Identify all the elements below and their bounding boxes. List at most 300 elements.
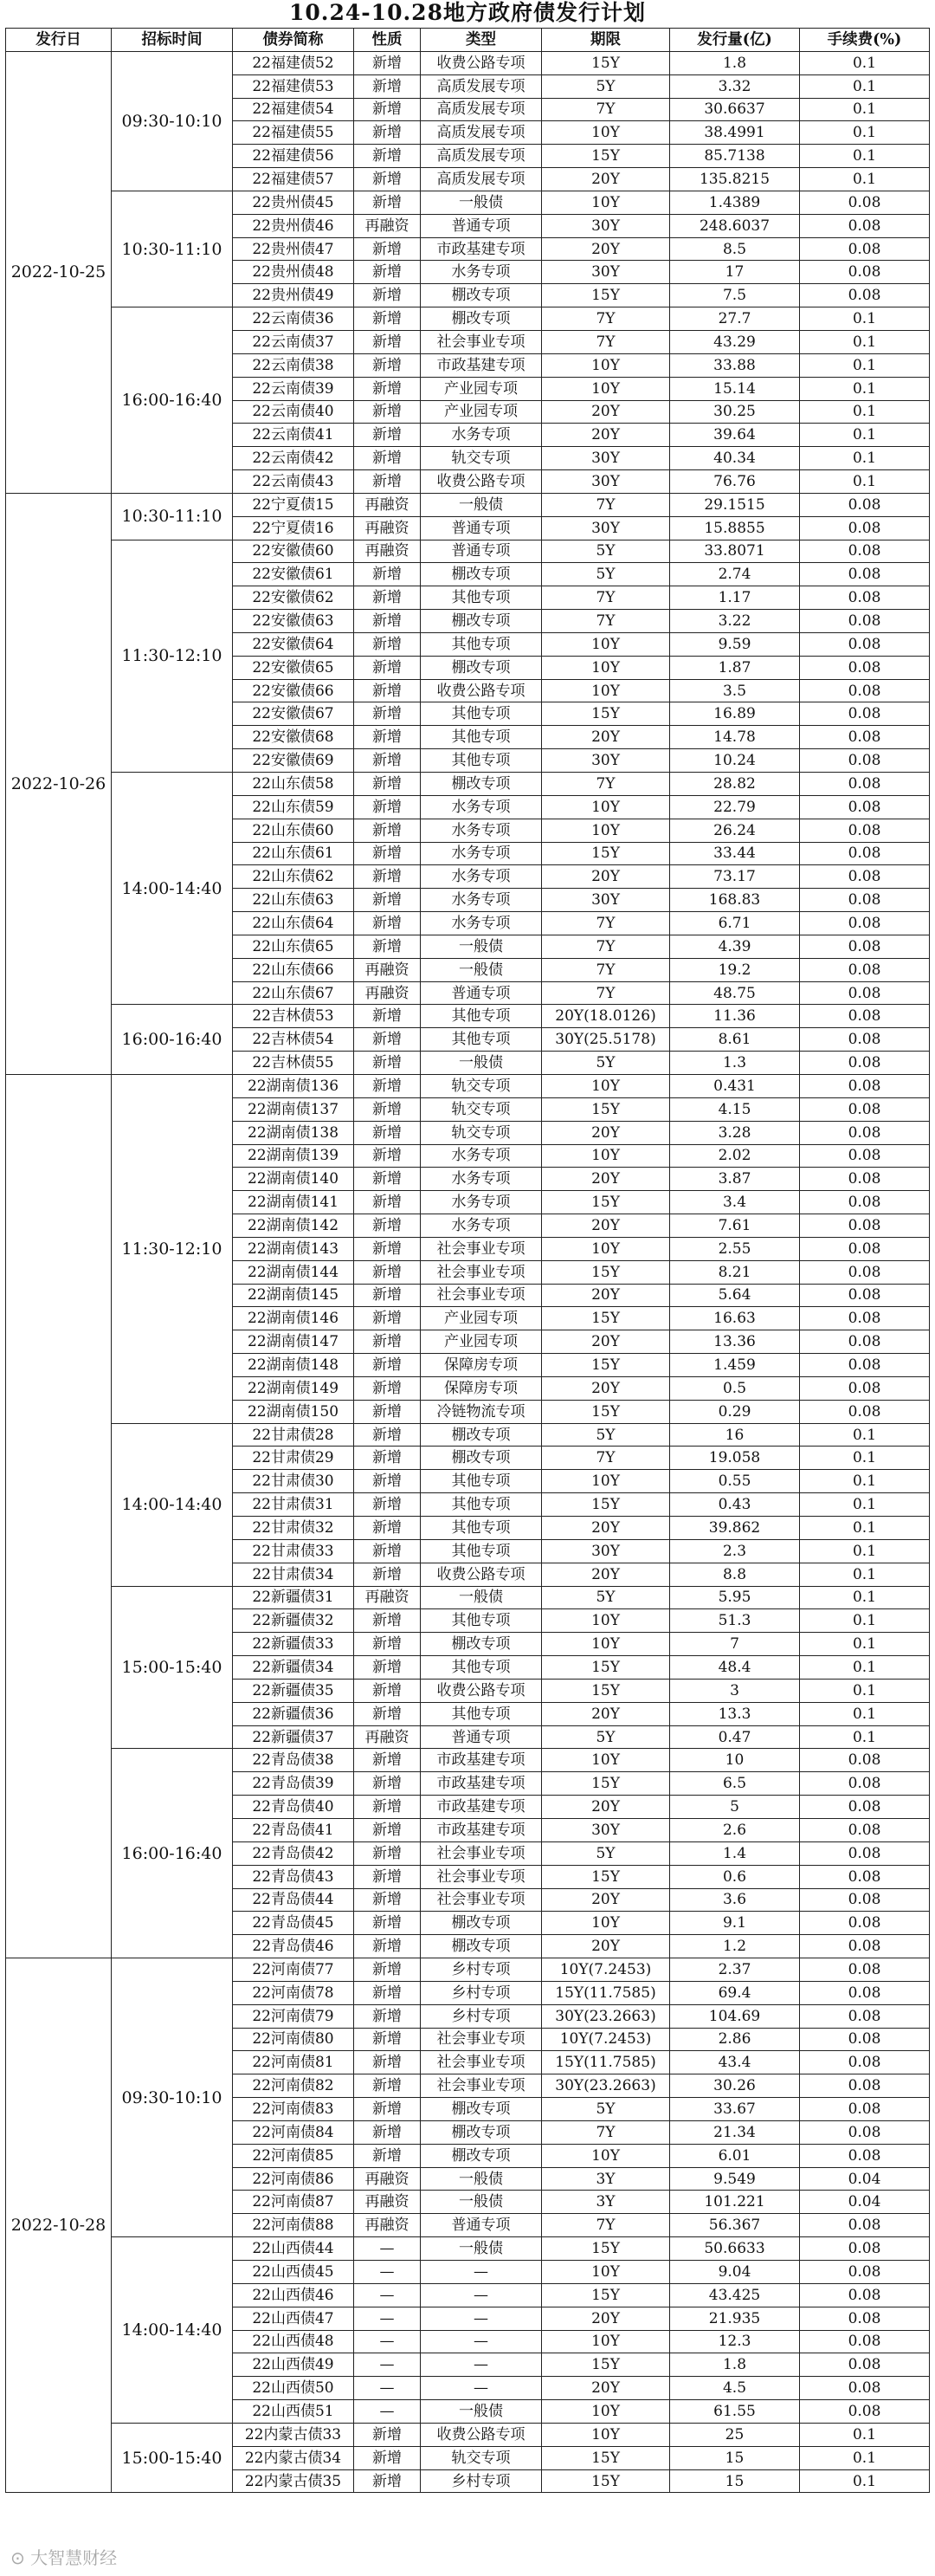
amount-cell: 1.459 bbox=[670, 1354, 800, 1377]
watermark-text: 大智慧财经 bbox=[30, 2547, 118, 2568]
bond-name-cell: 22吉林债53 bbox=[233, 1005, 354, 1028]
term-cell: 10Y bbox=[542, 1912, 670, 1935]
fee-cell: 0.08 bbox=[800, 2283, 930, 2307]
amount-cell: 5.64 bbox=[670, 1284, 800, 1307]
type-cell: 市政基建专项 bbox=[421, 1772, 542, 1796]
type-cell: 保障房专项 bbox=[421, 1354, 542, 1377]
type-cell: — bbox=[421, 2261, 542, 2284]
term-cell: 15Y bbox=[542, 1097, 670, 1121]
term-cell: 15Y bbox=[542, 842, 670, 865]
type-cell: 保障房专项 bbox=[421, 1376, 542, 1400]
term-cell: 20Y bbox=[542, 1214, 670, 1238]
table-row bbox=[6, 1423, 930, 1447]
type-cell: 棚改专项 bbox=[421, 610, 542, 633]
table-row bbox=[6, 1074, 930, 1097]
type-cell: 其他专项 bbox=[421, 1609, 542, 1633]
amount-cell: 61.55 bbox=[670, 2400, 800, 2424]
type-cell: 棚改专项 bbox=[421, 1423, 542, 1447]
fee-cell: 0.08 bbox=[800, 1818, 930, 1841]
type-cell: 其他专项 bbox=[421, 1702, 542, 1725]
fee-cell: 0.08 bbox=[800, 2400, 930, 2424]
fee-cell: 0.08 bbox=[800, 656, 930, 679]
bond-name-cell: 22河南债86 bbox=[233, 2167, 354, 2191]
term-cell: 15Y(11.7585) bbox=[542, 1981, 670, 2004]
fee-cell: 0.08 bbox=[800, 2307, 930, 2330]
bond-name-cell: 22内蒙古债35 bbox=[233, 2469, 354, 2493]
fee-cell: 0.08 bbox=[800, 1400, 930, 1423]
watermark-logo: ⊙ 大智慧财经 bbox=[10, 2547, 118, 2568]
nature-cell: 新增 bbox=[354, 1958, 421, 1982]
nature-cell: 再融资 bbox=[354, 2214, 421, 2237]
amount-cell: 21.935 bbox=[670, 2307, 800, 2330]
type-cell: — bbox=[421, 2377, 542, 2400]
amount-cell: 0.43 bbox=[670, 1493, 800, 1517]
nature-cell: 新增 bbox=[354, 400, 421, 424]
type-cell: 社会事业专项 bbox=[421, 1284, 542, 1307]
term-cell: 30Y bbox=[542, 214, 670, 237]
type-cell: 市政基建专项 bbox=[421, 1818, 542, 1841]
fee-cell: 0.04 bbox=[800, 2191, 930, 2214]
nature-cell: 新增 bbox=[354, 702, 421, 726]
bond-name-cell: 22青岛债39 bbox=[233, 1772, 354, 1796]
term-cell: 10Y bbox=[542, 2261, 670, 2284]
amount-cell: 28.82 bbox=[670, 773, 800, 796]
type-cell: 水务专项 bbox=[421, 889, 542, 912]
fee-cell: 0.08 bbox=[800, 958, 930, 981]
bond-name-cell: 22山西债50 bbox=[233, 2377, 354, 2400]
bond-name-cell: 22河南债81 bbox=[233, 2051, 354, 2074]
type-cell: 其他专项 bbox=[421, 726, 542, 749]
term-cell: 15Y bbox=[542, 145, 670, 168]
fee-cell: 0.08 bbox=[800, 1841, 930, 1865]
amount-cell: 1.4389 bbox=[670, 191, 800, 214]
type-cell: 水务专项 bbox=[421, 1144, 542, 1168]
tender-time-cell: 11:30-12:10 bbox=[112, 540, 233, 772]
term-cell: 7Y bbox=[542, 586, 670, 610]
amount-cell: 135.8215 bbox=[670, 168, 800, 191]
type-cell: 其他专项 bbox=[421, 702, 542, 726]
header-row bbox=[6, 29, 930, 52]
fee-cell: 0.08 bbox=[800, 842, 930, 865]
header-cell-nature: 性质 bbox=[354, 29, 421, 52]
nature-cell: 新增 bbox=[354, 330, 421, 353]
fee-cell: 0.1 bbox=[800, 121, 930, 145]
fee-cell: 0.08 bbox=[800, 2214, 930, 2237]
nature-cell: 再融资 bbox=[354, 981, 421, 1005]
type-cell: 冷链物流专项 bbox=[421, 1400, 542, 1423]
fee-cell: 0.1 bbox=[800, 1679, 930, 1702]
amount-cell: 0.5 bbox=[670, 1376, 800, 1400]
bond-name-cell: 22新疆债31 bbox=[233, 1586, 354, 1609]
nature-cell: 新增 bbox=[354, 98, 421, 121]
page-title: 10.24-10.28地方政府债发行计划 bbox=[289, 0, 646, 25]
term-cell: 20Y bbox=[542, 1796, 670, 1819]
type-cell: 收费公路专项 bbox=[421, 1563, 542, 1586]
amount-cell: 4.5 bbox=[670, 2377, 800, 2400]
bond-name-cell: 22湖南债149 bbox=[233, 1376, 354, 1400]
bond-name-cell: 22新疆债32 bbox=[233, 1609, 354, 1633]
term-cell: 20Y bbox=[542, 424, 670, 447]
type-cell: 水务专项 bbox=[421, 912, 542, 935]
type-cell: 水务专项 bbox=[421, 819, 542, 842]
nature-cell: 新增 bbox=[354, 773, 421, 796]
fee-cell: 0.1 bbox=[800, 98, 930, 121]
nature-cell: — bbox=[354, 2307, 421, 2330]
amount-cell: 43.425 bbox=[670, 2283, 800, 2307]
amount-cell: 0.55 bbox=[670, 1470, 800, 1493]
bond-name-cell: 22山东债67 bbox=[233, 981, 354, 1005]
bond-name-cell: 22云南债38 bbox=[233, 353, 354, 377]
term-cell: 20Y bbox=[542, 1121, 670, 1144]
amount-cell: 43.29 bbox=[670, 330, 800, 353]
bond-name-cell: 22福建债52 bbox=[233, 51, 354, 74]
nature-cell: 新增 bbox=[354, 1981, 421, 2004]
term-cell: 30Y bbox=[542, 470, 670, 494]
issue-date-cell: 2022-10-26 bbox=[6, 493, 112, 1074]
amount-cell: 9.04 bbox=[670, 2261, 800, 2284]
term-cell: 7Y bbox=[542, 1447, 670, 1470]
amount-cell: 30.26 bbox=[670, 2074, 800, 2098]
term-cell: 3Y bbox=[542, 2191, 670, 2214]
nature-cell: 新增 bbox=[354, 51, 421, 74]
type-cell: 一般债 bbox=[421, 2191, 542, 2214]
type-cell: 棚改专项 bbox=[421, 2144, 542, 2167]
bond-name-cell: 22宁夏债15 bbox=[233, 493, 354, 516]
term-cell: 5Y bbox=[542, 540, 670, 563]
fee-cell: 0.08 bbox=[800, 1260, 930, 1284]
type-cell: 棚改专项 bbox=[421, 656, 542, 679]
term-cell: 20Y bbox=[542, 2377, 670, 2400]
fee-cell: 0.08 bbox=[800, 1981, 930, 2004]
nature-cell: 新增 bbox=[354, 842, 421, 865]
nature-cell: 新增 bbox=[354, 1052, 421, 1075]
fee-cell: 0.08 bbox=[800, 935, 930, 958]
type-cell: 社会事业专项 bbox=[421, 1865, 542, 1888]
type-cell: 收费公路专项 bbox=[421, 679, 542, 702]
type-cell: 社会事业专项 bbox=[421, 1888, 542, 1912]
term-cell: 30Y bbox=[542, 261, 670, 284]
table-row bbox=[6, 1586, 930, 1609]
amount-cell: 85.7138 bbox=[670, 145, 800, 168]
type-cell: 普通专项 bbox=[421, 516, 542, 540]
amount-cell: 9.549 bbox=[670, 2167, 800, 2191]
amount-cell: 6.5 bbox=[670, 1772, 800, 1796]
term-cell: 15Y bbox=[542, 1656, 670, 1680]
type-cell: 水务专项 bbox=[421, 261, 542, 284]
amount-cell: 12.3 bbox=[670, 2330, 800, 2353]
amount-cell: 69.4 bbox=[670, 1981, 800, 2004]
issue-date-cell bbox=[6, 1074, 112, 1958]
bond-schedule-table bbox=[5, 28, 930, 2493]
fee-cell: 0.1 bbox=[800, 1609, 930, 1633]
type-cell: 水务专项 bbox=[421, 795, 542, 819]
amount-cell: 2.6 bbox=[670, 1818, 800, 1841]
nature-cell: 新增 bbox=[354, 1447, 421, 1470]
amount-cell: 15.14 bbox=[670, 377, 800, 400]
term-cell: 10Y(7.2453) bbox=[542, 2028, 670, 2051]
amount-cell: 15.8855 bbox=[670, 516, 800, 540]
bond-name-cell: 22青岛债41 bbox=[233, 1818, 354, 1841]
tender-time-cell: 09:30-10:10 bbox=[112, 1958, 233, 2237]
amount-cell: 2.55 bbox=[670, 1237, 800, 1260]
bond-name-cell: 22安徽债65 bbox=[233, 656, 354, 679]
bond-name-cell: 22青岛债42 bbox=[233, 1841, 354, 1865]
bond-name-cell: 22宁夏债16 bbox=[233, 516, 354, 540]
bond-name-cell: 22甘肃债33 bbox=[233, 1539, 354, 1563]
type-cell: 其他专项 bbox=[421, 1028, 542, 1052]
nature-cell: 新增 bbox=[354, 1539, 421, 1563]
bond-name-cell: 22山东债65 bbox=[233, 935, 354, 958]
table-row bbox=[6, 2237, 930, 2261]
fee-cell: 0.1 bbox=[800, 1725, 930, 1749]
bond-name-cell: 22内蒙古债34 bbox=[233, 2446, 354, 2469]
nature-cell: 新增 bbox=[354, 1191, 421, 1214]
type-cell: 棚改专项 bbox=[421, 284, 542, 307]
fee-cell: 0.08 bbox=[800, 1796, 930, 1819]
amount-cell: 10.24 bbox=[670, 749, 800, 773]
table-row bbox=[6, 307, 930, 331]
term-cell: 10Y bbox=[542, 121, 670, 145]
amount-cell: 0.29 bbox=[670, 1400, 800, 1423]
amount-cell: 14.78 bbox=[670, 726, 800, 749]
amount-cell: 3.6 bbox=[670, 1888, 800, 1912]
type-cell: 一般债 bbox=[421, 958, 542, 981]
fee-cell: 0.08 bbox=[800, 749, 930, 773]
bond-name-cell: 22云南债37 bbox=[233, 330, 354, 353]
bond-name-cell: 22青岛债46 bbox=[233, 1935, 354, 1958]
type-cell: 棚改专项 bbox=[421, 2098, 542, 2121]
fee-cell: 0.08 bbox=[800, 1935, 930, 1958]
nature-cell: — bbox=[354, 2237, 421, 2261]
term-cell: 5Y bbox=[542, 1423, 670, 1447]
nature-cell: 新增 bbox=[354, 1563, 421, 1586]
bond-name-cell: 22湖南债148 bbox=[233, 1354, 354, 1377]
fee-cell: 0.08 bbox=[800, 1912, 930, 1935]
nature-cell: — bbox=[354, 2261, 421, 2284]
fee-cell: 0.1 bbox=[800, 377, 930, 400]
amount-cell: 39.64 bbox=[670, 424, 800, 447]
fee-cell: 0.08 bbox=[800, 1772, 930, 1796]
amount-cell: 17 bbox=[670, 261, 800, 284]
bond-name-cell: 22河南债84 bbox=[233, 2120, 354, 2144]
nature-cell: 新增 bbox=[354, 1772, 421, 1796]
tender-time-cell: 14:00-14:40 bbox=[112, 773, 233, 1005]
bond-name-cell: 22山东债59 bbox=[233, 795, 354, 819]
type-cell: 其他专项 bbox=[421, 586, 542, 610]
amount-cell: 2.37 bbox=[670, 1958, 800, 1982]
type-cell: 其他专项 bbox=[421, 1517, 542, 1540]
type-cell: 普通专项 bbox=[421, 1725, 542, 1749]
type-cell: 普通专项 bbox=[421, 214, 542, 237]
fee-cell: 0.1 bbox=[800, 74, 930, 98]
amount-cell: 43.4 bbox=[670, 2051, 800, 2074]
type-cell: 其他专项 bbox=[421, 1005, 542, 1028]
amount-cell: 30.25 bbox=[670, 400, 800, 424]
amount-cell: 101.221 bbox=[670, 2191, 800, 2214]
nature-cell: 新增 bbox=[354, 1888, 421, 1912]
bond-name-cell: 22福建债53 bbox=[233, 74, 354, 98]
bond-name-cell: 22甘肃债32 bbox=[233, 1517, 354, 1540]
type-cell: — bbox=[421, 2283, 542, 2307]
nature-cell: 新增 bbox=[354, 1470, 421, 1493]
term-cell: 15Y bbox=[542, 2283, 670, 2307]
type-cell: 产业园专项 bbox=[421, 377, 542, 400]
fee-cell: 0.08 bbox=[800, 702, 930, 726]
bond-schedule-sheet bbox=[5, 28, 930, 2493]
fee-cell: 0.08 bbox=[800, 1005, 930, 1028]
nature-cell: 再融资 bbox=[354, 1725, 421, 1749]
type-cell: 轨交专项 bbox=[421, 1097, 542, 1121]
nature-cell: 新增 bbox=[354, 1818, 421, 1841]
fee-cell: 0.08 bbox=[800, 1028, 930, 1052]
amount-cell: 51.3 bbox=[670, 1609, 800, 1633]
amount-cell: 29.1515 bbox=[670, 493, 800, 516]
fee-cell: 0.08 bbox=[800, 1376, 930, 1400]
term-cell: 30Y bbox=[542, 1818, 670, 1841]
type-cell: 棚改专项 bbox=[421, 773, 542, 796]
bond-name-cell: 22甘肃债28 bbox=[233, 1423, 354, 1447]
fee-cell: 0.08 bbox=[800, 1191, 930, 1214]
table-row bbox=[6, 2423, 930, 2446]
nature-cell: 新增 bbox=[354, 1005, 421, 1028]
bond-name-cell: 22安徽债62 bbox=[233, 586, 354, 610]
amount-cell: 3.28 bbox=[670, 1121, 800, 1144]
bond-name-cell: 22贵州债45 bbox=[233, 191, 354, 214]
term-cell: 7Y bbox=[542, 773, 670, 796]
bond-name-cell: 22青岛债44 bbox=[233, 1888, 354, 1912]
table-row bbox=[6, 1749, 930, 1772]
amount-cell: 5.95 bbox=[670, 1586, 800, 1609]
nature-cell: 新增 bbox=[354, 610, 421, 633]
amount-cell: 3.32 bbox=[670, 74, 800, 98]
term-cell: 20Y bbox=[542, 237, 670, 261]
bond-name-cell: 22内蒙古债33 bbox=[233, 2423, 354, 2446]
nature-cell: — bbox=[354, 2377, 421, 2400]
nature-cell: 新增 bbox=[354, 2446, 421, 2469]
nature-cell: 新增 bbox=[354, 424, 421, 447]
fee-cell: 0.1 bbox=[800, 307, 930, 331]
bond-name-cell: 22湖南债137 bbox=[233, 1097, 354, 1121]
fee-cell: 0.08 bbox=[800, 1354, 930, 1377]
term-cell: 30Y bbox=[542, 447, 670, 470]
header-cell-tender-time: 招标时间 bbox=[112, 29, 233, 52]
amount-cell: 38.4991 bbox=[670, 121, 800, 145]
bond-name-cell: 22安徽债61 bbox=[233, 563, 354, 586]
fee-cell: 0.1 bbox=[800, 168, 930, 191]
term-cell: 15Y bbox=[542, 1191, 670, 1214]
fee-cell: 0.1 bbox=[800, 51, 930, 74]
tender-time-cell: 15:00-15:40 bbox=[112, 2423, 233, 2493]
fee-cell: 0.08 bbox=[800, 1121, 930, 1144]
nature-cell: 新增 bbox=[354, 912, 421, 935]
table-row bbox=[6, 191, 930, 214]
type-cell: 市政基建专项 bbox=[421, 1796, 542, 1819]
bond-name-cell: 22河南债80 bbox=[233, 2028, 354, 2051]
term-cell: 10Y bbox=[542, 2423, 670, 2446]
nature-cell: 新增 bbox=[354, 1028, 421, 1052]
tender-time-cell: 16:00-16:40 bbox=[112, 307, 233, 494]
bond-name-cell: 22湖南债140 bbox=[233, 1168, 354, 1191]
type-cell: 其他专项 bbox=[421, 1539, 542, 1563]
nature-cell: — bbox=[354, 2283, 421, 2307]
nature-cell: 新增 bbox=[354, 191, 421, 214]
type-cell: 其他专项 bbox=[421, 749, 542, 773]
term-cell: 10Y bbox=[542, 1633, 670, 1656]
tender-time-cell: 09:30-10:10 bbox=[112, 51, 233, 191]
amount-cell: 1.3 bbox=[670, 1052, 800, 1075]
amount-cell: 33.8071 bbox=[670, 540, 800, 563]
fee-cell: 0.08 bbox=[800, 1330, 930, 1354]
term-cell: 10Y bbox=[542, 2330, 670, 2353]
fee-cell: 0.08 bbox=[800, 1052, 930, 1075]
fee-cell: 0.08 bbox=[800, 191, 930, 214]
type-cell: 水务专项 bbox=[421, 842, 542, 865]
amount-cell: 8.61 bbox=[670, 1028, 800, 1052]
fee-cell: 0.08 bbox=[800, 819, 930, 842]
term-cell: 15Y bbox=[542, 2353, 670, 2377]
nature-cell: 新增 bbox=[354, 1749, 421, 1772]
table-row bbox=[6, 540, 930, 563]
term-cell: 20Y bbox=[542, 1330, 670, 1354]
amount-cell: 13.3 bbox=[670, 1702, 800, 1725]
nature-cell: 新增 bbox=[354, 261, 421, 284]
amount-cell: 33.44 bbox=[670, 842, 800, 865]
nature-cell: 新增 bbox=[354, 168, 421, 191]
fee-cell: 0.1 bbox=[800, 330, 930, 353]
type-cell: 轨交专项 bbox=[421, 1074, 542, 1097]
bond-name-cell: 22湖南债141 bbox=[233, 1191, 354, 1214]
type-cell: 高质发展专项 bbox=[421, 145, 542, 168]
bond-name-cell: 22湖南债144 bbox=[233, 1260, 354, 1284]
bond-name-cell: 22新疆债33 bbox=[233, 1633, 354, 1656]
type-cell: 其他专项 bbox=[421, 1470, 542, 1493]
fee-cell: 0.08 bbox=[800, 1865, 930, 1888]
term-cell: 5Y bbox=[542, 563, 670, 586]
term-cell: 5Y bbox=[542, 1841, 670, 1865]
fee-cell: 0.08 bbox=[800, 2074, 930, 2098]
tender-time-cell: 15:00-15:40 bbox=[112, 1586, 233, 1749]
type-cell: 市政基建专项 bbox=[421, 1749, 542, 1772]
term-cell: 15Y bbox=[542, 1493, 670, 1517]
type-cell: 其他专项 bbox=[421, 1656, 542, 1680]
amount-cell: 1.2 bbox=[670, 1935, 800, 1958]
bond-name-cell: 22安徽债69 bbox=[233, 749, 354, 773]
term-cell: 10Y bbox=[542, 1074, 670, 1097]
amount-cell: 48.4 bbox=[670, 1656, 800, 1680]
amount-cell: 22.79 bbox=[670, 795, 800, 819]
amount-cell: 50.6633 bbox=[670, 2237, 800, 2261]
term-cell: 10Y bbox=[542, 1749, 670, 1772]
fee-cell: 0.08 bbox=[800, 2377, 930, 2400]
type-cell: 轨交专项 bbox=[421, 447, 542, 470]
type-cell: 水务专项 bbox=[421, 424, 542, 447]
fee-cell: 0.1 bbox=[800, 2446, 930, 2469]
term-cell: 15Y bbox=[542, 1679, 670, 1702]
term-cell: 10Y bbox=[542, 191, 670, 214]
type-cell: 一般债 bbox=[421, 1052, 542, 1075]
amount-cell: 104.69 bbox=[670, 2004, 800, 2028]
bond-name-cell: 22福建债57 bbox=[233, 168, 354, 191]
header-cell-fee: 手续费(%) bbox=[800, 29, 930, 52]
type-cell: 一般债 bbox=[421, 2167, 542, 2191]
type-cell: 普通专项 bbox=[421, 2214, 542, 2237]
term-cell: 5Y bbox=[542, 1725, 670, 1749]
amount-cell: 30.6637 bbox=[670, 98, 800, 121]
fee-cell: 0.08 bbox=[800, 1958, 930, 1982]
table-row bbox=[6, 1005, 930, 1028]
term-cell: 30Y bbox=[542, 889, 670, 912]
type-cell: 收费公路专项 bbox=[421, 2423, 542, 2446]
